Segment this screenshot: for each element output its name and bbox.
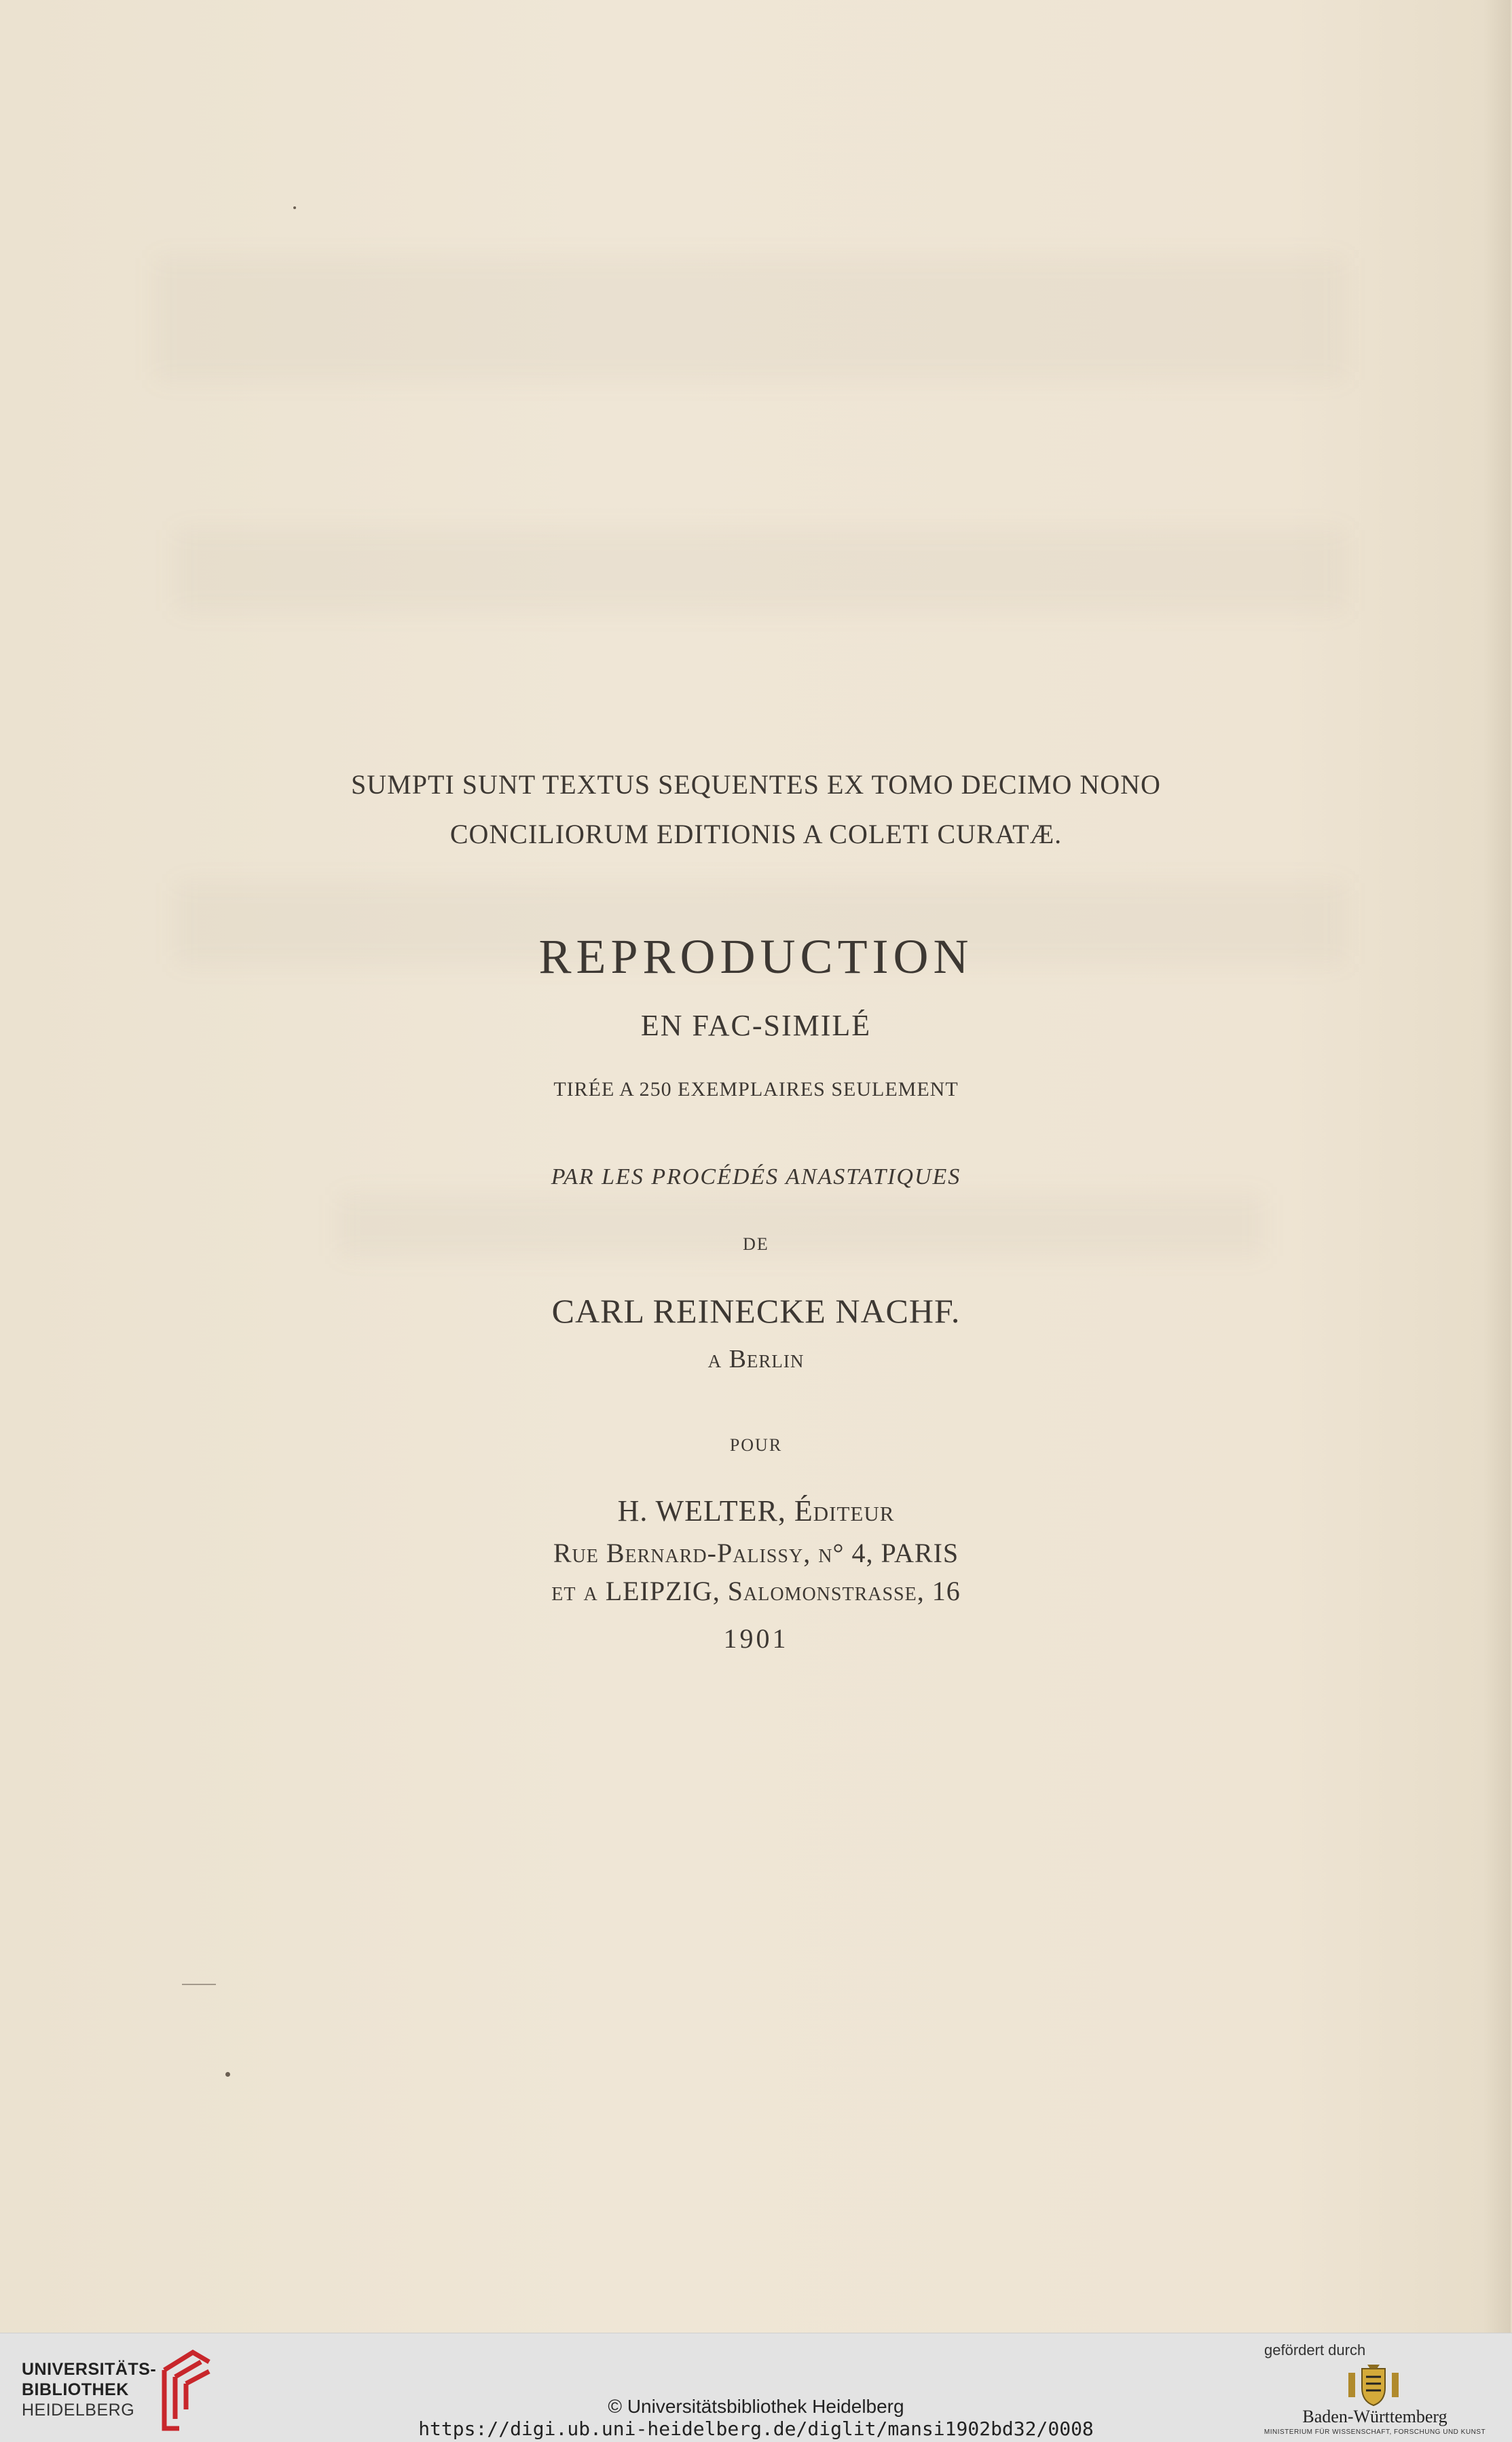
publication-year: 1901 (723, 1623, 789, 1654)
funded-by-label: gefördert durch (1264, 2342, 1366, 2358)
facsimile-subtitle: EN FAC-SIMILÉ (640, 1009, 872, 1042)
printer-city: a Berlin (707, 1345, 805, 1373)
library-name-line2: BIBLIOTHEK (22, 2380, 129, 2399)
document-url-link[interactable]: https://digi.ub.uni-heidelberg.de/diglit/mansi1902bd32/0008 (418, 2418, 1094, 2440)
library-name-line1: UNIVERSITÄTS- (22, 2360, 157, 2379)
paper-speck (293, 206, 296, 209)
publisher-name: H. WELTER, Éditeur (617, 1494, 895, 1528)
sponsor-name: Baden-Württemberg (1302, 2407, 1448, 2426)
de-label: DE (743, 1234, 769, 1254)
show-through-ghost (0, 129, 1512, 215)
copyright-notice: © Universitätsbibliothek Heidelberg (608, 2396, 904, 2417)
process-line: PAR LES PROCÉDÉS ANASTATIQUES (551, 1164, 961, 1189)
library-name-line3: HEIDELBERG (22, 2401, 135, 2420)
intro-line-2: CONCILIORUM EDITIONIS A COLETI CURATÆ. (449, 819, 1063, 849)
reproduction-title: REPRODUCTION (538, 929, 974, 984)
library-footer (0, 2333, 1512, 2442)
address-paris: Rue Bernard-Palissy, n° 4, PARIS (553, 1538, 959, 1568)
paper-speck (225, 2072, 230, 2077)
intro-line-1: SUMPTI SUNT TEXTUS SEQUENTES EX TOMO DECIMO NONO (351, 769, 1161, 800)
paper-mark (182, 1984, 216, 1985)
pour-label: POUR (729, 1435, 783, 1455)
edition-note: TIRÉE A 250 EXEMPLAIRES SEULEMENT (553, 1078, 959, 1100)
sponsor-ministry: MINISTERIUM FÜR WISSENSCHAFT, FORSCHUNG UND KUNST (1264, 2428, 1486, 2436)
address-leipzig: et a LEIPZIG, Salomonstrasse, 16 (551, 1576, 961, 1606)
show-through-band-2 (177, 530, 1344, 611)
show-through-band-1 (156, 258, 1344, 380)
printer-name: CARL REINECKE NACHF. (551, 1292, 961, 1330)
coat-of-arms-icon (1344, 2363, 1403, 2407)
